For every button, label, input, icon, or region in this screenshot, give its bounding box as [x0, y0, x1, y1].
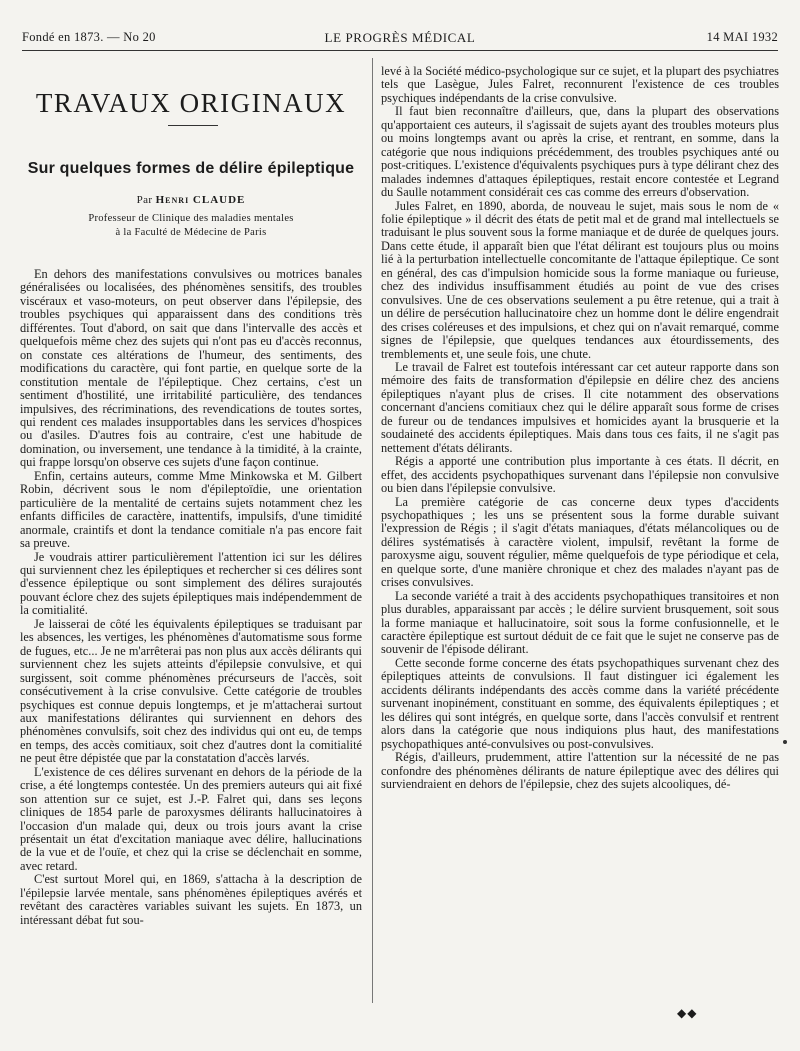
paragraph: levé à la Société médico-psychologique sur ce sujet, et la plupart des psychiatres tels que Lasègue, Jules Falret, reconnurent l'existence de ces troubles psychiques indépendants de la crise convulsive. — [381, 64, 779, 105]
paragraph: Je voudrais attirer particulièrement l'attention ici sur les délires qui surviennent chez les épileptiques et rechercher si ces délires sont d'essence épileptique ou sont simplement des délires surajoutés pouvant éclore chez des sujets épileptiques mais indépendemment de la comitialité. — [20, 549, 362, 618]
section-rule — [168, 125, 218, 126]
paragraph: Jules Falret, en 1890, aborda, de nouveau le sujet, mais sous le nom de « folie épileptique » il décrit des états de petit mal et de grand mal intellectuels se traduisant le plus souvent sous la forme maniaque et de durée de quelques jours. Dans cette étude, il apparaît bien que l'état délirant est toujours plus ou moins lié à la perturbation intellectuelle concomitante de l'attaque épileptique. Ce sont en général, des cas d'impulsion homicide sous la forme maniaque ou furieuse, chez des individus insuffisamment étudiés au point de vue des crises convulsives. Une de ces observations seulement a pu être retenue, qui a trait à un délire de persécution hallucinatoire chez un homme dont le délire engendrait des crises coléreuses et des impulsions, et chez qui on n'avait remarqué, comme signes de l'épilepsie, que quelques tendances aux étourdissements, des tremblements et, une seule fois, une chute. — [381, 198, 779, 361]
running-header — [22, 30, 778, 52]
section-title: TRAVAUX ORIGINAUX — [35, 88, 347, 118]
margin-dot — [783, 740, 787, 744]
affiliation-line: à la Faculté de Médecine de Paris — [115, 227, 267, 238]
end-ornament: ◆◆ — [677, 1006, 698, 1020]
byline — [20, 194, 362, 206]
header-rule — [22, 50, 778, 51]
paragraph: Enfin, certains auteurs, comme Mme Minkowska et M. Gilbert Robin, décrivent sous le nom d'épileptoïdie, une orientation particulière de la mentalité de certains sujets notamment chez les enfants difficiles de caractère, inattentifs, impulsifs, d'une timidité anormale, craintifs et dont la tendance comitiale n'a pas encore fait sa preuve. — [20, 468, 362, 551]
paragraph: Il faut bien reconnaître d'ailleurs, que, dans la plupart des observations qu'apportaient ces auteurs, il s'agissait de sujets ayant des troubles moteurs plus ou moins longtemps avant ou après la crise, et rentrant, en somme, dans la catégorie que nous indiquions précédemment, des troubles psychiques anté ou post-critiques. L'existence d'équivalents psychiques purs à type délirant chez des malades indemnes d'attaques épileptiques, restait encore contestée et Legrand du Saulle notamment considérait ces cas comme des erreurs d'observation. — [381, 104, 779, 200]
column-divider — [372, 58, 373, 1003]
paragraph: Cette seconde forme concerne des états psychopathiques survenant chez des épileptiques atteints de convulsions. Il faut distinguer ici également les accidents délirants indépendants des accès comme dans la variété précédente survenant inopinément, constituant en somme, des équivalents épileptiques ; et les délires qui sont intégrés, en quelque sorte, dans l'accès convulsif et rentrent alors dans la catégorie que nous indiquions plus haut, des manifestations psychopathiques anté-convulsives ou post-convulsives. — [381, 655, 779, 751]
paragraph: En dehors des manifestations convulsives ou motrices banales généralisées ou localisées, des phénomènes sensitifs, des troubles viscéraux et vaso-moteurs, on peut observer dans l'épilepsie, des troubles psychiques qui apparaissent dans des conditions très différentes. Tout d'abord, on sait que dans l'intervalle des accès et quelquefois même chez des sujets qui n'ont pas eu d'accès reconnus, on constate ces altérations de l'humeur, des sentiments, des modifications du caractère, qui font partie, en quelque sorte de la constitution mentale de l'épileptique. Chez certains, c'est un sentiment d'hostilité, une irritabilité particulière, des tendances impulsives, des récriminations, des revendications de toutes sortes, qui rendent ces malades insupportables dans les services d'hospices ou d'asiles. D'autres fois au contraire, c'est une habitude de domination, ou inversement, une tendance à la timidité, à la crainte, qui frappe lorsqu'on observe ces sujets d'une façon continue. — [20, 267, 362, 470]
author-name: Henri CLAUDE — [155, 194, 246, 206]
byline-prefix: Par — [136, 194, 153, 206]
header-founding-issue: Fondé en 1873. — No 20 — [22, 30, 156, 44]
paragraph: La seconde variété a trait à des accidents psychopathiques transitoires et non plus durables, apparaissant par accès ; le délire survient brusquement, soit sous la forme maniaque et hallucinatoire, soit sous la forme confusionnelle, et le caractère épileptique est surtout déduit de ce fait que le sujet ne conserve pas de souvenir de l'épisode délirant. — [381, 588, 779, 657]
paragraph: C'est surtout Morel qui, en 1869, s'attacha à la description de l'épilepsie larvée mentale, sans phénomènes épileptiques avérés et revêtant des caractères variables suivant les sujets. En 1873, un intéressant débat fut sou- — [20, 872, 362, 927]
paragraph: L'existence de ces délires survenant en dehors de la période de la crise, a été longtemps contestée. Un des premiers auteurs qui ait fixé son attention sur ce sujet, est J.-P. Falret qui, dans ses leçons cliniques de 1854 parle de paroxysmes délirants hallucinatoires à l'occasion d'un malade qui, deux ou trois jours avant la crise présentait un état d'excitation maniaque avec délire, hallucinations de la vue et de l'ouïe, et chez qui la crise se déclenchait en somme, avec retard. — [20, 764, 362, 873]
left-column-body — [20, 268, 362, 927]
paragraph: Régis, d'ailleurs, prudemment, attire l'attention sur la nécessité de ne pas confondre des phénomènes délirants de nature épileptique avec des délires qui surviendraient en dehors de l'épilepsie, chez des sujets alcooliques, dé- — [381, 750, 779, 792]
header-journal-title: LE PROGRÈS MÉDICAL — [324, 30, 476, 45]
right-column-body — [381, 65, 779, 791]
paragraph: Le travail de Falret est toutefois intéressant car cet auteur rapporte dans son mémoire des faits de transformation d'épilepsie en délire chez des anciens épileptiques n'ayant plus de crises. Il cite notamment des observations concernant d'anciens comitiaux chez qui le délire apparaît sous forme de crises de fureur ou de tendances impulsives et homicides ayant la brusquerie et la soudaineté des accidents épileptiques. Mais dans tous ces faits, il ne s'agit pas nettement d'états délirants. — [381, 359, 779, 455]
paragraph: Régis a apporté une contribution plus importante à ces états. Il décrit, en effet, des accidents psychopathiques survenant dans l'épilepsie non convulsive ou bien dans l'épilepsie convulsive. — [381, 454, 779, 496]
affiliation-line: Professeur de Clinique des maladies mentales — [88, 213, 294, 224]
header-date: 14 MAI 1932 — [706, 30, 778, 44]
paragraph: La première catégorie de cas concerne deux types d'accidents psychopathiques ; les uns se présentent sous la forme durable suivant l'expression de Régis ; il s'agit d'états maniaques, d'états mélancoliques ou de délires systématisés à caractère violent, impulsif, revêtant la forme de paroxysme aigu, souvent régulier, même quelquefois de type périodique et cela, en quelque sorte, d'une manière chronique et chez des malades n'ayant pas de crises convulsives. — [381, 494, 779, 590]
author-affiliation — [20, 212, 362, 240]
article-title: Sur quelques formes de délire épileptique — [27, 160, 355, 177]
paragraph: Je laisserai de côté les équivalents épileptiques se traduisant par les absences, les vertiges, les phénomènes d'automatisme sous forme de fugues, etc... Je ne m'arrêterai pas non plus aux accès délirants qui surviennent chez les sujets atteints d'épilepsie convulsive, et qui surgissent, soit comme phénomènes précurseurs de l'accès, soit consécutivement à la crise convulsive. Cette catégorie de troubles psychiques est connue depuis longtemps, et je m'attacherai surtout aux manifestations délirantes qui surviennent en dehors des phénomènes convulsifs, soit chez des individus qui ont eu, de temps en temps, des accès comitiaux, soit chez d'autres dont la comitialité ne peut être dépistée que par la constatation d'accès larvés. — [20, 616, 362, 766]
